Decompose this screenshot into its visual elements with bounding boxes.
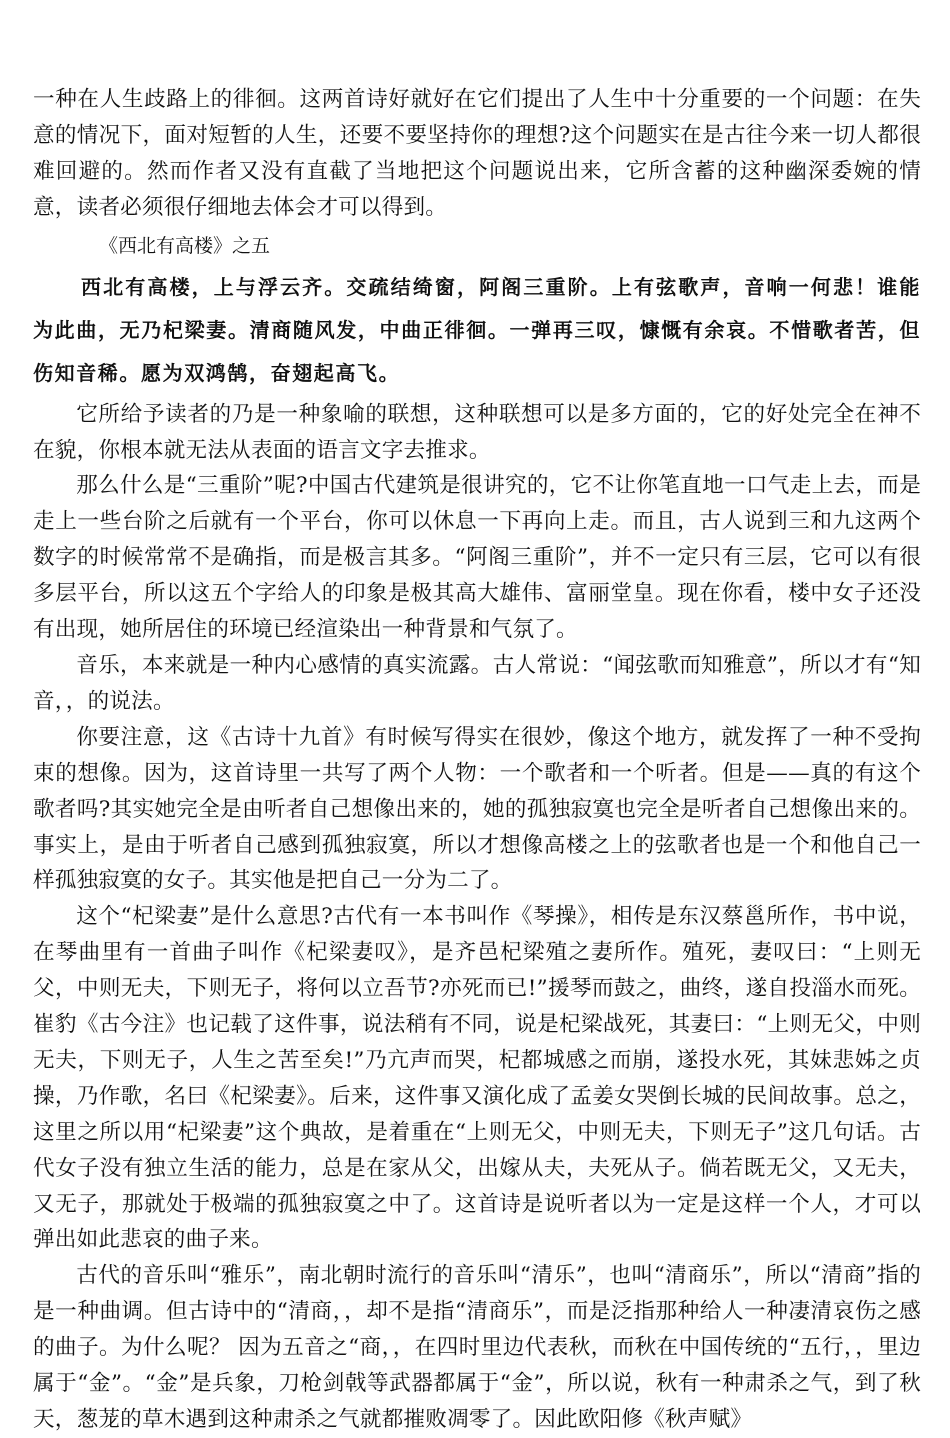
poem-title: 《西北有高楼》之五 xyxy=(99,234,271,257)
paragraph-qiliang-wife: 这个“杞梁妻”是什么意思?古代有一本书叫作《琴操》，相传是东汉蔡邕所作，书中说，在琴曲里有一首曲子叫作《杞梁妻叹》，是齐邑杞梁殖之妻所作。殖死，妻叹曰：“上则无父，中则无夫，下则无子，将何以立吾节?亦死而已!”援琴而鼓之，曲终，遂自投淄水而死。崔豹《古今注》也记载了这件事，说法稍有不同，说是杞梁战死，其妻曰：“上则无父，中则无夫，下则无子，人生之苦至矣!”乃亢声而哭，杞都城感之而崩，遂投水死，其妹悲姊之贞操，乃作歌，名曰《杞梁妻》。后来，这件事又演化成了孟姜女哭倒长城的民间故事。总之，这里之所以用“杞梁妻”这个典故，是着重在“上则无父，中则无夫，下则无子”这几句话。古代女子没有独立生活的能力，总是在家从父，出嫁从夫，夫死从子。倘若既无父，又无夫，又无子，那就处于极端的孤独寂寞之中了。这首诗是说听者以为一定是这样一个人，才可以弹出如此悲哀的曲子来。 xyxy=(33,904,921,1253)
poem-text: 西北有高楼，上与浮云齐。交疏结绮窗，阿阁三重阶。上有弦歌声，音响一何悲！谁能为此曲，无乃杞梁妻。清商随风发，中曲正徘徊。一弹再三叹，慷慨有余哀。不惜歌者苦，但伤知音稀。愿为双鸿鹄，奋翅起高飞。 xyxy=(33,274,921,385)
paragraph-music: 音乐，本来就是一种内心感情的真实流露。古人常说：“闻弦歌而知雅意”，所以才有“知音，，的说法。 xyxy=(33,652,921,714)
paragraph-imagination: 你要注意，这《古诗十九首》有时候写得实在很妙，像这个地方，就发挥了一种不受拘束的想像。因为，这首诗里一共写了两个人物：一个歌者和一个听者。但是——真的有这个歌者吗?其实她完全是由听者自己想像出来的，她的孤独寂寞也完全是听者自己想像出来的。事实上，是由于听者自己感到孤独寂寞，所以才想像高楼之上的弦歌者也是一个和他自己一样孤独寂寞的女子。其实他是把自己一分为二了。 xyxy=(33,724,921,894)
paragraph-three-steps: 那么什么是“三重阶”呢?中国古代建筑是很讲究的，它不让你笔直地一口气走上去，而是走上一些台阶之后就有一个平台，你可以休息一下再向上走。而且，古人说到三和九这两个数字的时候常常不是确指，而是极言其多。“阿阁三重阶”，并不一定只有三层，它可以有很多层平台，所以这五个字给人的印象是极其高大雄伟、富丽堂皇。现在你看，楼中女子还没有出现，她所居住的环境已经渲染出一种背景和气氛了。 xyxy=(33,473,921,643)
paragraph-continuation: 一种在人生歧路上的徘徊。这两首诗好就好在它们提出了人生中十分重要的一个问题：在失意的情况下，面对短暂的人生，还要不要坚持你的理想?这个问题实在是古往今来一切人都很难回避的。然而作者又没有直截了当地把这个问题说出来，它所含蓄的这种幽深委婉的情意，读者必须很仔细地去体会才可以得到。 xyxy=(33,87,921,220)
document-page xyxy=(33,82,921,1438)
paragraph-qingshang: 古代的音乐叫“雅乐”，南北朝时流行的音乐叫“清乐”，也叫“清商乐”，所以“清商”指的是一种曲调。但古诗中的“清商，，却不是指“清商乐”，而是泛指那种给人一种凄清哀伤之感的曲子。为什么呢？ 因为五音之“商，，在四时里边代表秋，而秋在中国传统的“五行，，里边属于“金”。“金”是兵象，刀枪剑戟等武器都属于“金”，所以说，秋有一种肃杀之气，到了秋天，葱茏的草木遇到这种肃杀之气就都摧败凋零了。因此欧阳修《秋声赋》 xyxy=(33,1263,921,1432)
paragraph-imagery: 它所给予读者的乃是一种象喻的联想，这种联想可以是多方面的，它的好处完全在神不在貌，你根本就无法从表面的语言文字去推求。 xyxy=(33,401,921,463)
